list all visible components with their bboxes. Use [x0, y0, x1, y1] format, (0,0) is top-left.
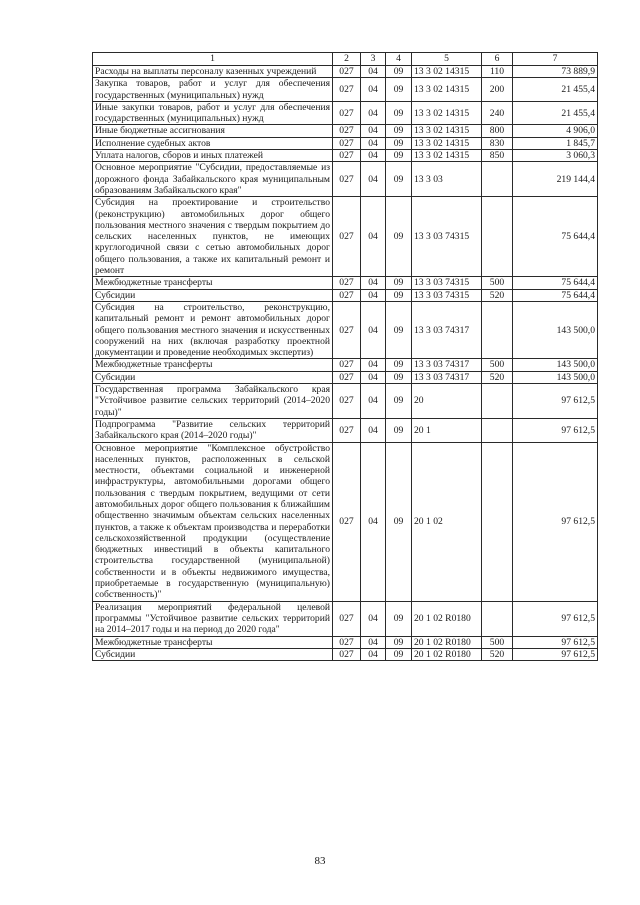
- row-subsection-code: 09: [386, 162, 412, 197]
- row-ministry-code: 027: [333, 371, 361, 383]
- row-subsection-code: 09: [386, 648, 412, 660]
- table-row: [93, 150, 598, 162]
- table-row: [93, 289, 598, 301]
- row-amount: 1 845,7: [513, 137, 598, 149]
- row-amount: 4 906,0: [513, 125, 598, 137]
- row-section-code: 04: [361, 137, 386, 149]
- row-subsection-code: 09: [386, 101, 412, 125]
- row-subsection-code: 09: [386, 418, 412, 442]
- row-ministry-code: 027: [333, 162, 361, 197]
- row-amount: 75 644,4: [513, 277, 598, 289]
- row-section-code: 04: [361, 78, 386, 102]
- row-expense-type: 500: [482, 636, 513, 648]
- row-ministry-code: 027: [333, 301, 361, 358]
- table-row: [93, 101, 598, 125]
- row-amount: 97 612,5: [513, 418, 598, 442]
- header-col-1: 1: [93, 53, 333, 66]
- row-expense-type: 520: [482, 371, 513, 383]
- table-row: [93, 648, 598, 660]
- row-target-code: 13 3 03 74317: [412, 371, 482, 383]
- row-section-code: 04: [361, 125, 386, 137]
- row-subsection-code: 09: [386, 125, 412, 137]
- header-col-7: 7: [513, 53, 598, 66]
- row-amount: 21 455,4: [513, 78, 598, 102]
- row-name: Межбюджетные трансферты: [93, 636, 333, 648]
- row-amount: 143 500,0: [513, 371, 598, 383]
- row-subsection-code: 09: [386, 636, 412, 648]
- row-target-code: 13 3 03 74315: [412, 277, 482, 289]
- row-ministry-code: 027: [333, 418, 361, 442]
- row-target-code: 13 3 03 74317: [412, 301, 482, 358]
- row-subsection-code: 09: [386, 78, 412, 102]
- row-section-code: 04: [361, 442, 386, 601]
- row-expense-type: 200: [482, 78, 513, 102]
- row-name: Подпрограмма "Развитие сельских территорий Забайкальского края (2014–2020 годы)": [93, 418, 333, 442]
- row-name: Реализация мероприятий федеральной целевой программы "Устойчивое развитие сельских территорий на 2014–2017 годы и на период до 2020 года": [93, 601, 333, 636]
- table-row: [93, 66, 598, 78]
- row-amount: 143 500,0: [513, 359, 598, 371]
- table-row: [93, 384, 598, 419]
- table-row: [93, 359, 598, 371]
- row-name: Уплата налогов, сборов и иных платежей: [93, 150, 333, 162]
- row-subsection-code: 09: [386, 442, 412, 601]
- row-section-code: 04: [361, 418, 386, 442]
- row-subsection-code: 09: [386, 371, 412, 383]
- table-row: [93, 197, 598, 277]
- budget-table: [92, 52, 598, 661]
- row-amount: 3 060,3: [513, 150, 598, 162]
- row-target-code: 13 3 03 74315: [412, 289, 482, 301]
- row-ministry-code: 027: [333, 66, 361, 78]
- table-row: [93, 125, 598, 137]
- row-expense-type: 800: [482, 125, 513, 137]
- row-ministry-code: 027: [333, 197, 361, 277]
- header-col-4: 4: [386, 53, 412, 66]
- row-target-code: 13 3 03 74315: [412, 197, 482, 277]
- row-name: Иные закупки товаров, работ и услуг для обеспечения государственных (муниципальных) нужд: [93, 101, 333, 125]
- row-section-code: 04: [361, 371, 386, 383]
- row-expense-type: [482, 384, 513, 419]
- row-name: Межбюджетные трансферты: [93, 277, 333, 289]
- table-row: [93, 601, 598, 636]
- row-section-code: 04: [361, 648, 386, 660]
- table-row: [93, 418, 598, 442]
- row-target-code: 13 3 03 74317: [412, 359, 482, 371]
- table-row: [93, 371, 598, 383]
- row-ministry-code: 027: [333, 137, 361, 149]
- table-row: [93, 78, 598, 102]
- row-target-code: 13 3 02 14315: [412, 66, 482, 78]
- row-ministry-code: 027: [333, 101, 361, 125]
- row-ministry-code: 027: [333, 442, 361, 601]
- row-target-code: 20 1 02 R0180: [412, 648, 482, 660]
- row-subsection-code: 09: [386, 197, 412, 277]
- row-target-code: 20 1 02: [412, 442, 482, 601]
- row-amount: 219 144,4: [513, 162, 598, 197]
- table-header-row: [93, 53, 598, 66]
- row-section-code: 04: [361, 197, 386, 277]
- row-name: Основное мероприятие "Субсидии, предоставляемые из дорожного фонда Забайкальского края муниципальным образованиям Забайкальского края": [93, 162, 333, 197]
- row-amount: 21 455,4: [513, 101, 598, 125]
- row-expense-type: 500: [482, 359, 513, 371]
- row-ministry-code: 027: [333, 636, 361, 648]
- header-col-5: 5: [412, 53, 482, 66]
- row-target-code: 13 3 02 14315: [412, 101, 482, 125]
- row-subsection-code: 09: [386, 384, 412, 419]
- row-section-code: 04: [361, 384, 386, 419]
- row-name: Межбюджетные трансферты: [93, 359, 333, 371]
- header-col-2: 2: [333, 53, 361, 66]
- row-name: Закупка товаров, работ и услуг для обеспечения государственных (муниципальных) нужд: [93, 78, 333, 102]
- row-amount: 73 889,9: [513, 66, 598, 78]
- row-name: Расходы на выплаты персоналу казенных учреждений: [93, 66, 333, 78]
- row-ministry-code: 027: [333, 648, 361, 660]
- row-section-code: 04: [361, 601, 386, 636]
- table-row: [93, 442, 598, 601]
- row-subsection-code: 09: [386, 601, 412, 636]
- row-section-code: 04: [361, 150, 386, 162]
- table-row: [93, 137, 598, 149]
- row-expense-type: 500: [482, 277, 513, 289]
- row-amount: 97 612,5: [513, 648, 598, 660]
- row-expense-type: [482, 418, 513, 442]
- row-ministry-code: 027: [333, 125, 361, 137]
- row-section-code: 04: [361, 66, 386, 78]
- row-section-code: 04: [361, 162, 386, 197]
- row-expense-type: [482, 301, 513, 358]
- row-amount: 143 500,0: [513, 301, 598, 358]
- row-target-code: 13 3 02 14315: [412, 137, 482, 149]
- row-target-code: 13 3 02 14315: [412, 125, 482, 137]
- row-ministry-code: 027: [333, 150, 361, 162]
- row-subsection-code: 09: [386, 359, 412, 371]
- row-expense-type: [482, 601, 513, 636]
- row-section-code: 04: [361, 277, 386, 289]
- row-ministry-code: 027: [333, 384, 361, 419]
- row-expense-type: 850: [482, 150, 513, 162]
- row-amount: 97 612,5: [513, 442, 598, 601]
- row-ministry-code: 027: [333, 78, 361, 102]
- row-amount: 75 644,4: [513, 289, 598, 301]
- row-target-code: 20 1 02 R0180: [412, 601, 482, 636]
- page-number: 83: [314, 855, 326, 867]
- table-body: [93, 66, 598, 661]
- row-expense-type: 110: [482, 66, 513, 78]
- row-name: Государственная программа Забайкальского края "Устойчивое развитие сельских территорий (2014–2020 годы)": [93, 384, 333, 419]
- row-name: Основное мероприятие "Комплексное обустройство населенных пунктов, расположенных в сельской местности, объектами социальной и инженерной инфраструктуры, автомобильными дорогами общего пользования с твердым покрытием, ведущими от сети автомобильных дорог общего пользования к ближайшим общественно значимым объектам сельских населенных пунктов, а также к объектам производства и переработки сельскохозяйственной продукции (осуществление бюджетных инвестиций в объекты капитального строительства государственной (муниципальной) собственности и в объекты недвижимого имущества, приобретаемые в государственную (муниципальную) собственность)": [93, 442, 333, 601]
- row-target-code: 20 1: [412, 418, 482, 442]
- row-target-code: 13 3 02 14315: [412, 150, 482, 162]
- table-row: [93, 636, 598, 648]
- row-section-code: 04: [361, 301, 386, 358]
- row-name: Субсидии: [93, 648, 333, 660]
- row-name: Иные бюджетные ассигнования: [93, 125, 333, 137]
- row-subsection-code: 09: [386, 277, 412, 289]
- table-row: [93, 162, 598, 197]
- row-name: Субсидия на проектирование и строительство (реконструкцию) автомобильных дорог общего пользования местного значения с твердым покрытием до сельских населенных пунктов, не имеющих круглогодичной связи с сетью автомобильных дорог общего пользования, а также их капитальный ремонт и ремонт: [93, 197, 333, 277]
- row-section-code: 04: [361, 101, 386, 125]
- row-expense-type: [482, 162, 513, 197]
- row-name: Субсидии: [93, 371, 333, 383]
- row-expense-type: 520: [482, 648, 513, 660]
- row-target-code: 20 1 02 R0180: [412, 636, 482, 648]
- row-ministry-code: 027: [333, 277, 361, 289]
- row-expense-type: 830: [482, 137, 513, 149]
- row-target-code: 13 3 03: [412, 162, 482, 197]
- row-section-code: 04: [361, 359, 386, 371]
- row-amount: 97 612,5: [513, 601, 598, 636]
- row-target-code: 20: [412, 384, 482, 419]
- row-expense-type: [482, 442, 513, 601]
- row-subsection-code: 09: [386, 66, 412, 78]
- row-expense-type: 520: [482, 289, 513, 301]
- row-ministry-code: 027: [333, 289, 361, 301]
- row-name: Исполнение судебных актов: [93, 137, 333, 149]
- row-name: Субсидии: [93, 289, 333, 301]
- row-expense-type: [482, 197, 513, 277]
- row-expense-type: 240: [482, 101, 513, 125]
- row-name: Субсидия на строительство, реконструкцию, капитальный ремонт и ремонт автомобильных дорог общего пользования местного значения и искусственных сооружений на них (включая разработку проектной документации и проведение необходимых экспертиз): [93, 301, 333, 358]
- row-amount: 97 612,5: [513, 384, 598, 419]
- row-amount: 97 612,5: [513, 636, 598, 648]
- row-subsection-code: 09: [386, 289, 412, 301]
- row-section-code: 04: [361, 289, 386, 301]
- row-subsection-code: 09: [386, 150, 412, 162]
- row-section-code: 04: [361, 636, 386, 648]
- table-row: [93, 301, 598, 358]
- row-subsection-code: 09: [386, 137, 412, 149]
- row-ministry-code: 027: [333, 359, 361, 371]
- row-subsection-code: 09: [386, 301, 412, 358]
- row-ministry-code: 027: [333, 601, 361, 636]
- row-target-code: 13 3 02 14315: [412, 78, 482, 102]
- header-col-3: 3: [361, 53, 386, 66]
- row-amount: 75 644,4: [513, 197, 598, 277]
- table-row: [93, 277, 598, 289]
- header-col-6: 6: [482, 53, 513, 66]
